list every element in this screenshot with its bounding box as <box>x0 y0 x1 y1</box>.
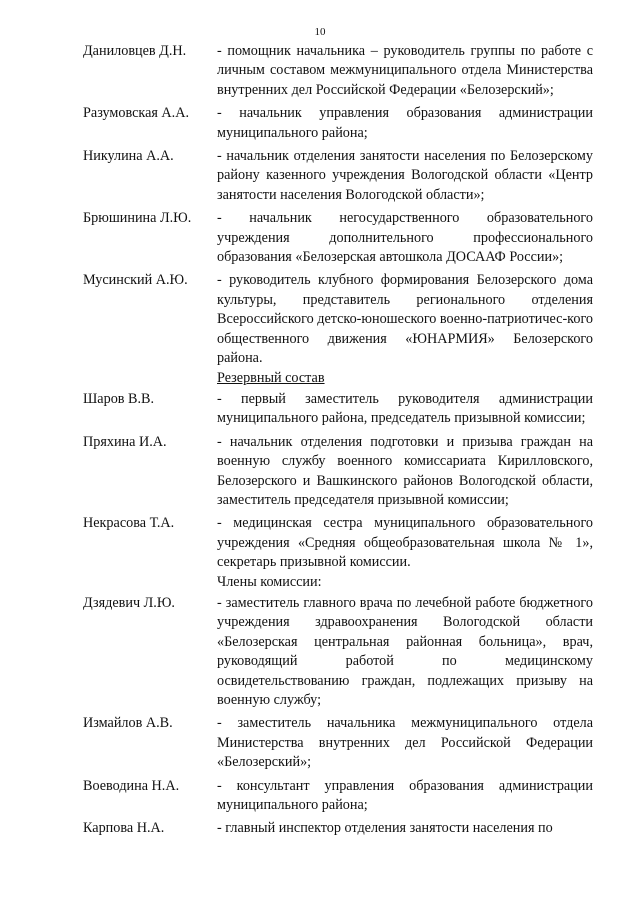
list-item <box>83 42 593 100</box>
list-item <box>83 594 593 710</box>
member-name: Дзядевич Л.Ю. <box>83 594 175 611</box>
member-name: Мусинский А.Ю. <box>83 272 188 289</box>
member-role: - начальник отделения занятости населения по Белозерскому району казенного учреждения Вологодской области «Центр занятости населения Вологодской области»; <box>217 148 593 203</box>
reserve-heading: Резервный состав <box>217 369 325 386</box>
reserve-heading-row <box>83 369 593 388</box>
member-role: - помощник начальника – руководитель группы по работе с личным составом межмуниципального отдела Министерства внутренних дел Российской Федерации «Белозерский»; <box>217 43 593 98</box>
list-item <box>83 271 593 368</box>
list-item <box>83 514 593 572</box>
list-item <box>83 104 593 143</box>
member-role: - медицинская сестра муниципального образовательного учреждения «Средняя общеобразовательная школа № 1», секретарь призывной комиссии. <box>217 515 593 571</box>
list-item <box>83 777 593 816</box>
member-role: - начальник негосударственного образовательного учреждения дополнительного профессионального образования «Белозерская автошкола ДОСААФ России»; <box>217 210 593 266</box>
member-role: - руководитель клубного формирования Белозерского дома культуры, представитель регионального отделения Всероссийского детско-юношеского военно-патриотичес-кого общественного движения «ЮНАРМИЯ» Белозерского района. <box>217 272 594 367</box>
member-name: Некрасова Т.А. <box>83 515 175 532</box>
list-item <box>83 714 593 772</box>
members-heading: Члены комиссии: <box>217 573 322 590</box>
member-role: - консультант управления образования администрации муниципального района; <box>217 777 593 814</box>
members-heading-row <box>83 573 593 592</box>
member-name: Брюшинина Л.Ю. <box>83 210 192 227</box>
member-role: - начальник отделения подготовки и призыва граждан на военную службу военного комиссариата Кирилловского, Белозерского и Вашкинского районов Вологодской области, заместитель председателя призывной комиссии; <box>217 433 593 508</box>
member-name: Никулина А.А. <box>83 148 174 165</box>
commission-list <box>83 42 593 843</box>
member-name: Воеводина Н.А. <box>83 777 180 794</box>
list-item <box>83 390 593 429</box>
member-role: - начальник управления образования администрации муниципального района; <box>217 105 593 141</box>
list-item <box>83 209 593 267</box>
member-name: Шаров В.В. <box>83 390 155 407</box>
member-role: - главный инспектор отделения занятости населения по <box>217 820 553 837</box>
list-item <box>83 819 593 838</box>
page-number: 10 <box>314 26 326 38</box>
member-name: Даниловцев Д.Н. <box>83 43 187 59</box>
member-name: Измайлов А.В. <box>83 715 173 732</box>
member-role: - заместитель начальника межмуниципального отдела Министерства внутренних дел Российской Федерации «Белозерский»; <box>217 715 593 771</box>
member-role: - заместитель главного врача по лечебной работе бюджетного учреждения здравоохранения Вологодской области «Белозерская центральная районная больница», врач, руководящий работой по медицинскому освидетельствованию граждан, подлежащих призыву на военную службу; <box>217 594 593 708</box>
list-item <box>83 433 593 511</box>
member-name: Пряхина И.А. <box>83 433 167 450</box>
member-role: - первый заместитель руководителя администрации муниципального района, председатель призывной комиссии; <box>217 390 593 427</box>
member-name: Разумовская А.А. <box>83 105 190 122</box>
list-item <box>83 147 593 205</box>
member-name: Карпова Н.А. <box>83 820 165 837</box>
